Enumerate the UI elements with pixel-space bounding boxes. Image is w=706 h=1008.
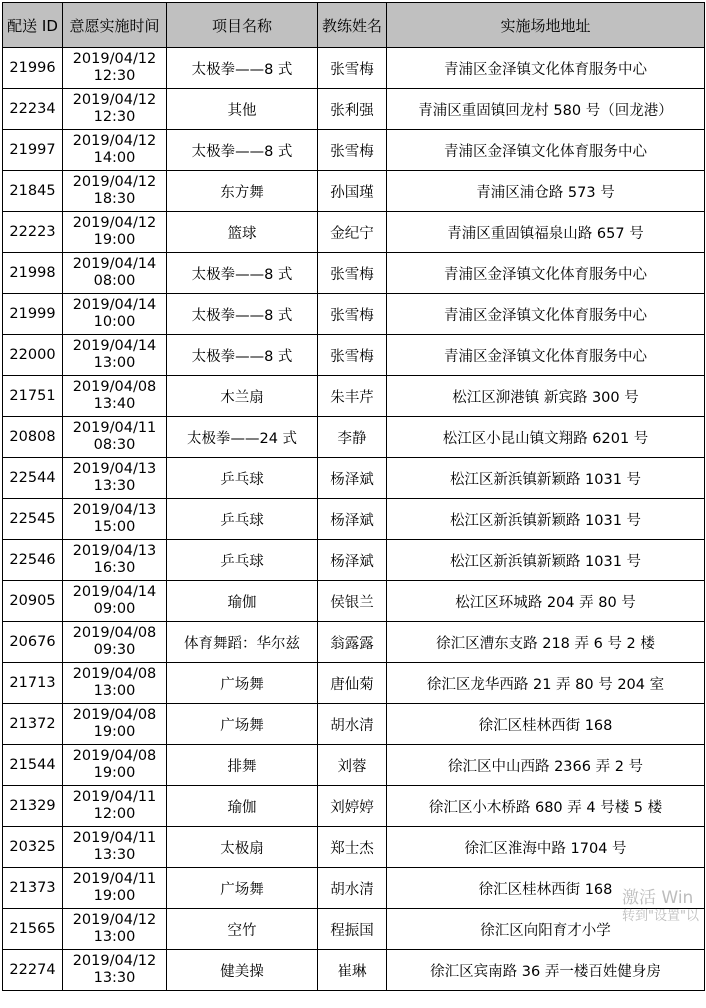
cell-coach: 金纪宁	[318, 212, 387, 253]
cell-time: 13:40	[93, 396, 136, 412]
cell-date: 2019/04/08	[72, 748, 157, 764]
table-row	[3, 48, 705, 89]
cell-date: 2019/04/14	[72, 584, 157, 600]
cell-id: 22223	[3, 212, 63, 253]
cell-time: 15:00	[93, 519, 136, 535]
cell-coach: 杨泽斌	[318, 540, 387, 581]
cell-date: 2019/04/12	[72, 953, 157, 969]
cell-id: 21751	[3, 376, 63, 417]
cell-project: 排舞	[167, 745, 318, 786]
cell-address: 徐汇区桂林西街 168	[387, 868, 705, 909]
cell-project: 太极拳——8 式	[167, 294, 318, 335]
cell-datetime	[63, 458, 167, 499]
cell-time: 19:00	[93, 232, 136, 248]
cell-date: 2019/04/12	[72, 174, 157, 190]
cell-coach: 胡水清	[318, 704, 387, 745]
cell-time: 13:00	[93, 929, 136, 945]
cell-address: 徐汇区桂林西街 168	[387, 704, 705, 745]
cell-datetime	[63, 171, 167, 212]
cell-date: 2019/04/12	[72, 912, 157, 928]
cell-project: 太极拳——8 式	[167, 335, 318, 376]
table-row	[3, 499, 705, 540]
cell-address: 徐汇区中山西路 2366 弄 2 号	[387, 745, 705, 786]
cell-project: 广场舞	[167, 868, 318, 909]
cell-address: 徐汇区漕东支路 218 弄 6 号 2 楼	[387, 622, 705, 663]
cell-date: 2019/04/13	[72, 543, 157, 559]
cell-date: 2019/04/13	[72, 461, 157, 477]
table-row	[3, 253, 705, 294]
cell-project: 篮球	[167, 212, 318, 253]
cell-address: 青浦区金泽镇文化体育服务中心	[387, 335, 705, 376]
cell-id: 21998	[3, 253, 63, 294]
cell-id: 22545	[3, 499, 63, 540]
header-datetime: 意愿实施时间	[63, 3, 167, 48]
cell-coach: 翁露露	[318, 622, 387, 663]
cell-coach: 孙国瑾	[318, 171, 387, 212]
table-row	[3, 376, 705, 417]
cell-coach: 张雪梅	[318, 335, 387, 376]
cell-coach: 侯银兰	[318, 581, 387, 622]
cell-id: 21372	[3, 704, 63, 745]
delivery-schedule-table	[2, 2, 705, 991]
cell-project: 乒乓球	[167, 458, 318, 499]
header-address: 实施场地地址	[387, 3, 705, 48]
cell-id: 20808	[3, 417, 63, 458]
cell-address: 青浦区重固镇福泉山路 657 号	[387, 212, 705, 253]
cell-time: 19:00	[93, 888, 136, 904]
table-row	[3, 827, 705, 868]
table-body	[3, 48, 705, 991]
cell-date: 2019/04/12	[72, 215, 157, 231]
cell-id: 22546	[3, 540, 63, 581]
cell-id: 22274	[3, 950, 63, 991]
cell-project: 瑜伽	[167, 786, 318, 827]
table-row	[3, 786, 705, 827]
cell-address: 松江区新浜镇新颖路 1031 号	[387, 540, 705, 581]
cell-date: 2019/04/12	[72, 133, 157, 149]
cell-coach: 张雪梅	[318, 294, 387, 335]
cell-coach: 刘蓉	[318, 745, 387, 786]
table-row	[3, 540, 705, 581]
cell-address: 松江区新浜镇新颖路 1031 号	[387, 499, 705, 540]
cell-time: 08:30	[93, 437, 136, 453]
cell-coach: 张雪梅	[318, 48, 387, 89]
cell-coach: 崔琳	[318, 950, 387, 991]
cell-datetime	[63, 499, 167, 540]
table-row	[3, 458, 705, 499]
cell-datetime	[63, 335, 167, 376]
table-row	[3, 581, 705, 622]
cell-project: 乒乓球	[167, 540, 318, 581]
cell-address: 徐汇区淮海中路 1704 号	[387, 827, 705, 868]
cell-time: 18:30	[93, 191, 136, 207]
table-row	[3, 622, 705, 663]
cell-datetime	[63, 48, 167, 89]
cell-id: 20905	[3, 581, 63, 622]
cell-coach: 张利强	[318, 89, 387, 130]
table-row	[3, 335, 705, 376]
cell-id: 22000	[3, 335, 63, 376]
cell-address: 青浦区重固镇回龙村 580 号（回龙港）	[387, 89, 705, 130]
cell-date: 2019/04/12	[72, 51, 157, 67]
cell-time: 13:30	[93, 970, 136, 986]
cell-project: 木兰扇	[167, 376, 318, 417]
cell-datetime	[63, 868, 167, 909]
cell-datetime	[63, 89, 167, 130]
cell-address: 徐汇区龙华西路 21 弄 80 号 204 室	[387, 663, 705, 704]
table-row	[3, 704, 705, 745]
cell-project: 乒乓球	[167, 499, 318, 540]
cell-coach: 杨泽斌	[318, 458, 387, 499]
cell-coach: 杨泽斌	[318, 499, 387, 540]
cell-coach: 胡水清	[318, 868, 387, 909]
cell-time: 13:30	[93, 847, 136, 863]
cell-datetime	[63, 622, 167, 663]
table-row	[3, 171, 705, 212]
table-row	[3, 868, 705, 909]
table-row	[3, 663, 705, 704]
cell-project: 太极拳——24 式	[167, 417, 318, 458]
cell-id: 22544	[3, 458, 63, 499]
header-coach: 教练姓名	[318, 3, 387, 48]
cell-datetime	[63, 294, 167, 335]
cell-datetime	[63, 417, 167, 458]
cell-date: 2019/04/08	[72, 707, 157, 723]
cell-project: 广场舞	[167, 704, 318, 745]
cell-date: 2019/04/11	[72, 789, 157, 805]
cell-id: 22234	[3, 89, 63, 130]
cell-date: 2019/04/08	[72, 379, 157, 395]
cell-address: 徐汇区宾南路 36 弄一楼百姓健身房	[387, 950, 705, 991]
cell-time: 19:00	[93, 765, 136, 781]
watermark-line-2: 转到"设置"以	[622, 909, 699, 924]
table-row	[3, 909, 705, 950]
cell-project: 瑜伽	[167, 581, 318, 622]
cell-datetime	[63, 950, 167, 991]
cell-time: 12:30	[93, 68, 136, 84]
cell-address: 徐汇区小木桥路 680 弄 4 号楼 5 楼	[387, 786, 705, 827]
cell-date: 2019/04/11	[72, 420, 157, 436]
cell-address: 青浦区浦仓路 573 号	[387, 171, 705, 212]
cell-datetime	[63, 540, 167, 581]
cell-project: 健美操	[167, 950, 318, 991]
cell-coach: 程振国	[318, 909, 387, 950]
cell-id: 21565	[3, 909, 63, 950]
cell-address: 青浦区金泽镇文化体育服务中心	[387, 130, 705, 171]
cell-coach: 张雪梅	[318, 130, 387, 171]
table-row	[3, 89, 705, 130]
cell-coach: 李静	[318, 417, 387, 458]
header-project: 项目名称	[167, 3, 318, 48]
cell-project: 广场舞	[167, 663, 318, 704]
cell-id: 21329	[3, 786, 63, 827]
cell-project: 太极拳——8 式	[167, 130, 318, 171]
cell-datetime	[63, 745, 167, 786]
cell-id: 20676	[3, 622, 63, 663]
cell-time: 08:00	[93, 273, 136, 289]
table-row	[3, 294, 705, 335]
cell-date: 2019/04/14	[72, 256, 157, 272]
table-row	[3, 950, 705, 991]
cell-time: 10:00	[93, 314, 136, 330]
cell-datetime	[63, 581, 167, 622]
cell-time: 13:30	[93, 478, 136, 494]
cell-date: 2019/04/12	[72, 92, 157, 108]
cell-id: 21713	[3, 663, 63, 704]
header-row	[3, 3, 705, 48]
cell-coach: 朱丰芹	[318, 376, 387, 417]
cell-datetime	[63, 130, 167, 171]
cell-datetime	[63, 827, 167, 868]
cell-datetime	[63, 786, 167, 827]
cell-address: 青浦区金泽镇文化体育服务中心	[387, 48, 705, 89]
cell-time: 19:00	[93, 724, 136, 740]
cell-address: 徐汇区向阳育才小学	[387, 909, 705, 950]
cell-project: 太极拳——8 式	[167, 48, 318, 89]
cell-time: 12:30	[93, 109, 136, 125]
cell-time: 13:00	[93, 683, 136, 699]
cell-id: 21997	[3, 130, 63, 171]
cell-id: 20325	[3, 827, 63, 868]
watermark-line-1: 激活 Win	[622, 888, 694, 908]
cell-date: 2019/04/14	[72, 297, 157, 313]
cell-date: 2019/04/08	[72, 666, 157, 682]
cell-project: 太极扇	[167, 827, 318, 868]
cell-coach: 刘婷婷	[318, 786, 387, 827]
cell-date: 2019/04/14	[72, 338, 157, 354]
table-row	[3, 417, 705, 458]
cell-date: 2019/04/13	[72, 502, 157, 518]
cell-datetime	[63, 253, 167, 294]
table-row	[3, 130, 705, 171]
cell-date: 2019/04/08	[72, 625, 157, 641]
header-id: 配送 ID	[3, 3, 63, 48]
cell-time: 13:00	[93, 355, 136, 371]
cell-datetime	[63, 663, 167, 704]
cell-project: 空竹	[167, 909, 318, 950]
cell-datetime	[63, 212, 167, 253]
cell-id: 21373	[3, 868, 63, 909]
table-row	[3, 745, 705, 786]
table-row	[3, 212, 705, 253]
cell-time: 09:00	[93, 601, 136, 617]
cell-address: 松江区环城路 204 弄 80 号	[387, 581, 705, 622]
cell-id: 21544	[3, 745, 63, 786]
cell-id: 21845	[3, 171, 63, 212]
cell-id: 21999	[3, 294, 63, 335]
cell-coach: 唐仙菊	[318, 663, 387, 704]
cell-datetime	[63, 376, 167, 417]
cell-time: 12:00	[93, 806, 136, 822]
cell-datetime	[63, 704, 167, 745]
cell-project: 其他	[167, 89, 318, 130]
cell-time: 16:30	[93, 560, 136, 576]
cell-time: 14:00	[93, 150, 136, 166]
cell-date: 2019/04/11	[72, 871, 157, 887]
cell-id: 21996	[3, 48, 63, 89]
cell-project: 体育舞蹈：华尔兹	[167, 622, 318, 663]
cell-address: 松江区小昆山镇文翔路 6201 号	[387, 417, 705, 458]
cell-address: 青浦区金泽镇文化体育服务中心	[387, 294, 705, 335]
cell-address: 松江区新浜镇新颖路 1031 号	[387, 458, 705, 499]
cell-address: 青浦区金泽镇文化体育服务中心	[387, 253, 705, 294]
cell-address: 松江区泖港镇 新宾路 300 号	[387, 376, 705, 417]
cell-datetime	[63, 909, 167, 950]
cell-project: 东方舞	[167, 171, 318, 212]
cell-coach: 张雪梅	[318, 253, 387, 294]
cell-date: 2019/04/11	[72, 830, 157, 846]
cell-project: 太极拳——8 式	[167, 253, 318, 294]
cell-coach: 郑士杰	[318, 827, 387, 868]
cell-time: 09:30	[93, 642, 136, 658]
